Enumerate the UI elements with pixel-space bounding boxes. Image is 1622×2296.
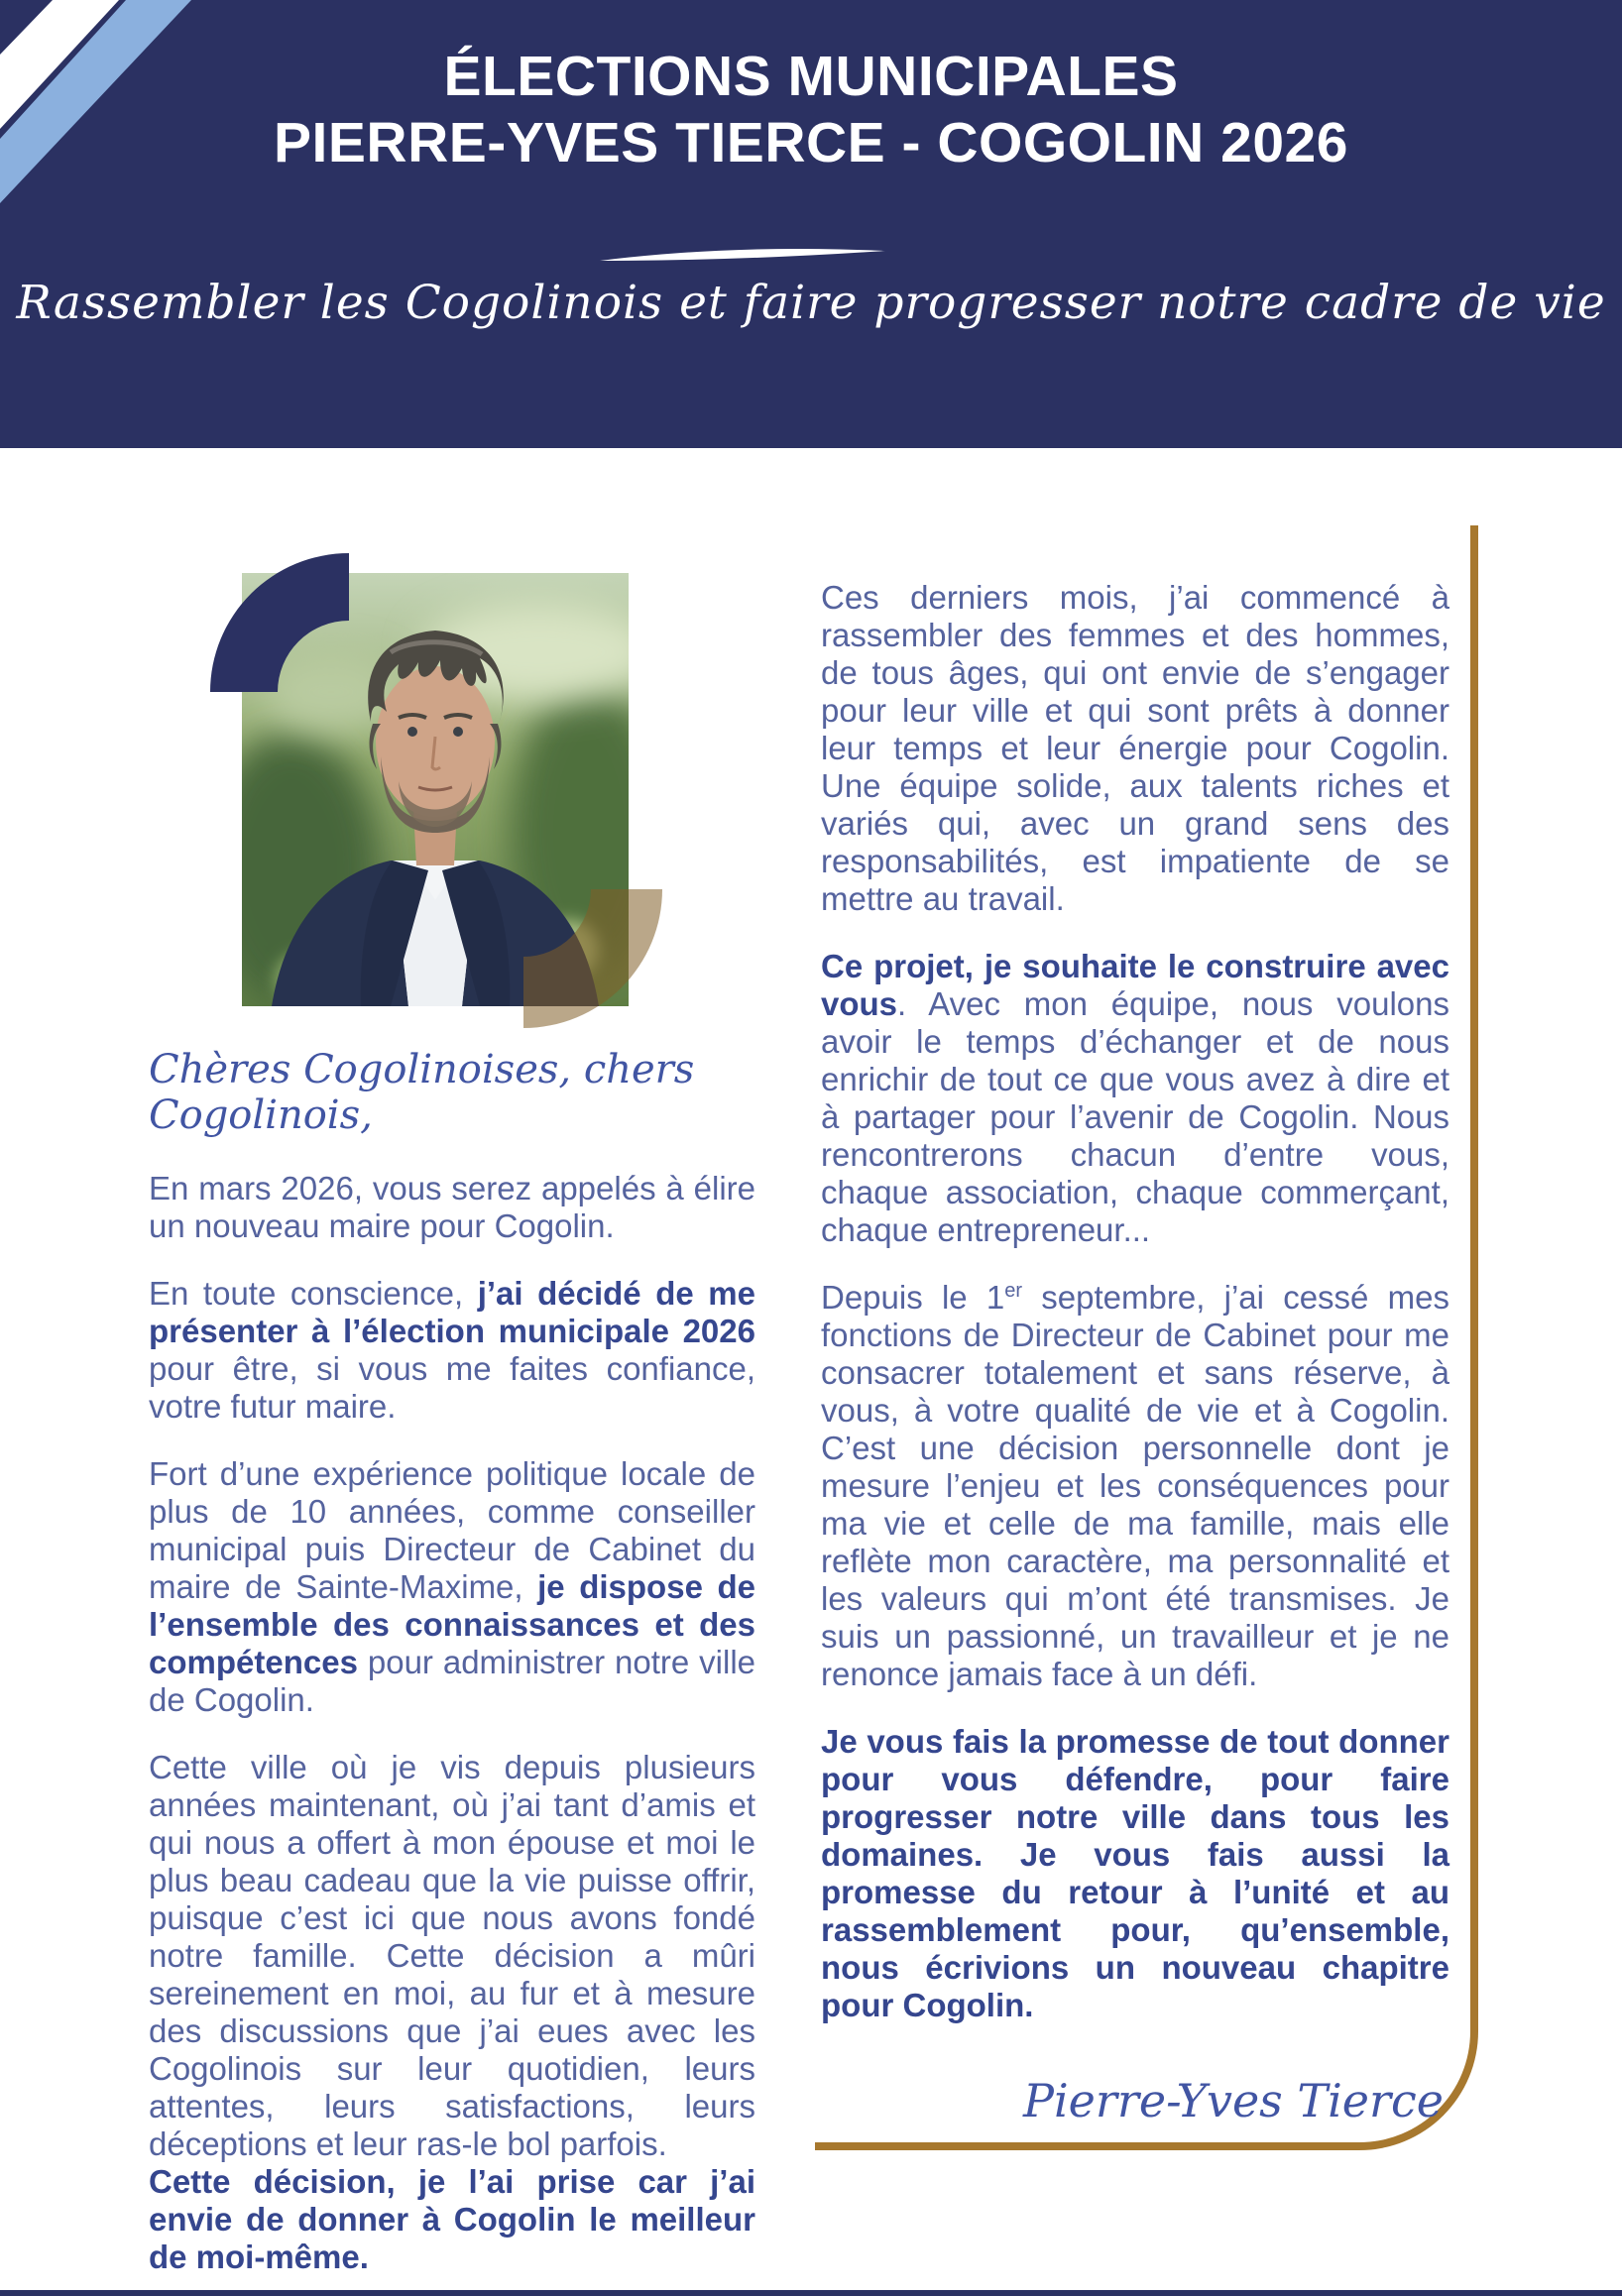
left-paragraph-3-post: pour administrer notre ville de Cogolin. xyxy=(149,1644,755,1718)
campaign-tagline: Rassembler les Cogolinois et faire progresser notre cadre de vie xyxy=(16,276,1606,330)
right-paragraph-3-superscript: er xyxy=(1004,1280,1023,1302)
candidate-signature: Pierre-Yves Tierce xyxy=(1023,2074,1444,2127)
left-paragraph-5-text: Cette décision, je l’ai prise car j’ai envie de donner à Cogolin le meilleur de moi-même. xyxy=(149,2163,755,2275)
page-title-line1: ÉLECTIONS MUNICIPALES xyxy=(443,45,1179,108)
left-column xyxy=(149,1047,755,2296)
left-paragraph-2-pre: En toute conscience, xyxy=(149,1275,478,1312)
right-paragraph-4-text: Je vous fais la promesse de tout donner pour vous défendre, pour faire progresser notre ville dans tous les domaines. Je vous fais aussi la promesse du retour à l’unité et au rassemblement pour, qu’ensemble, nous écrivions un nouveau chapitre pour Cogolin. xyxy=(821,1723,1449,2023)
left-paragraph-2 xyxy=(149,1275,755,1426)
right-column xyxy=(821,579,1449,2127)
page-title-line2: PIERRE-YVES TIERCE - COGOLIN 2026 xyxy=(274,111,1348,174)
left-paragraph-3-pre: Fort d’une expérience politique locale de plus de 10 années, comme conseiller municipal puis Directeur de Cabinet du maire de Sainte-Maxime, xyxy=(149,1455,755,1605)
left-paragraph-4 xyxy=(149,1749,755,2163)
left-paragraph-5-bold xyxy=(149,2163,755,2276)
right-paragraph-1-text: Ces derniers mois, j’ai commencé à rassembler des femmes et des hommes, de tous âges, qui ont envie de s’engager pour leur ville et qui sont prêts à donner leur temps et leur énergie pour Cogolin. Une équipe solide, aux talents riches et variés qui, avec un grand sens des responsabilités, est impatiente de se mettre au travail. xyxy=(821,579,1449,917)
right-paragraph-3 xyxy=(821,1279,1449,1693)
left-paragraph-3-bold: je dispose de l’ensemble des connaissances et des compétences xyxy=(149,1568,755,1680)
candidate-photo xyxy=(242,573,629,1006)
right-paragraph-4-bold xyxy=(821,1723,1449,2024)
right-paragraph-2-post: . Avec mon équipe, nous voulons avoir le temps d’échanger et de nous enrichir de tout ce que vous avez à dire et à partager pour l’avenir de Cogolin. Nous rencontrerons chacun d’entre vous, chaque association, chaque commerçant, chaque entrepreneur... xyxy=(821,985,1449,1248)
right-paragraph-3-pre: Depuis le 1 xyxy=(821,1279,1005,1316)
candidate-photo-illustration xyxy=(242,573,629,1006)
right-paragraph-2-bold: Ce projet, je souhaite le construire avec vous xyxy=(821,948,1449,1022)
right-paragraph-3-post: septembre, j’ai cessé mes fonctions de Directeur de Cabinet pour me consacrer totalement et sans réserve, à vous, à votre qualité de vie et à Cogolin. C’est une décision personnelle dont je mesure l’enjeu et les conséquences pour ma vie et celle de ma famille, mais elle reflète mon caractère, ma personnalité et les valeurs qui m’ont été transmises. Je suis un passionné, un travailleur et je ne renonce jamais face à un défi. xyxy=(821,1279,1449,1692)
left-paragraph-1-text: En mars 2026, vous serez appelés à élire un nouveau maire pour Cogolin. xyxy=(149,1170,755,1244)
right-paragraph-1 xyxy=(821,579,1449,918)
right-paragraph-2 xyxy=(821,948,1449,1249)
left-paragraph-4-text: Cette ville où je vis depuis plusieurs années maintenant, où j’ai tant d’amis et qui nous a offert à mon épouse et moi le plus beau cadeau que la vie puisse offrir, puisque c’est ici que nous avons fondé notre famille. Cette décision a mûri sereinement en moi, au fur et à mesure des discussions que j’ai eues avec les Cogolinois sur leur quotidien, leurs attentes, leurs satisfactions, leurs déceptions et leur ras-le bol parfois. xyxy=(149,1749,755,2162)
left-paragraph-1 xyxy=(149,1170,755,1245)
left-paragraph-3 xyxy=(149,1455,755,1719)
left-paragraph-2-bold: j’ai décidé de me présenter à l’élection municipale 2026 xyxy=(149,1275,755,1349)
greeting-script-heading: Chères Cogolinoises, chers Cogolinois, xyxy=(149,1047,695,1138)
page-title xyxy=(0,44,1622,176)
header-band xyxy=(0,0,1622,448)
left-paragraph-2-post: pour être, si vous me faites confiance, votre futur maire. xyxy=(149,1350,755,1425)
